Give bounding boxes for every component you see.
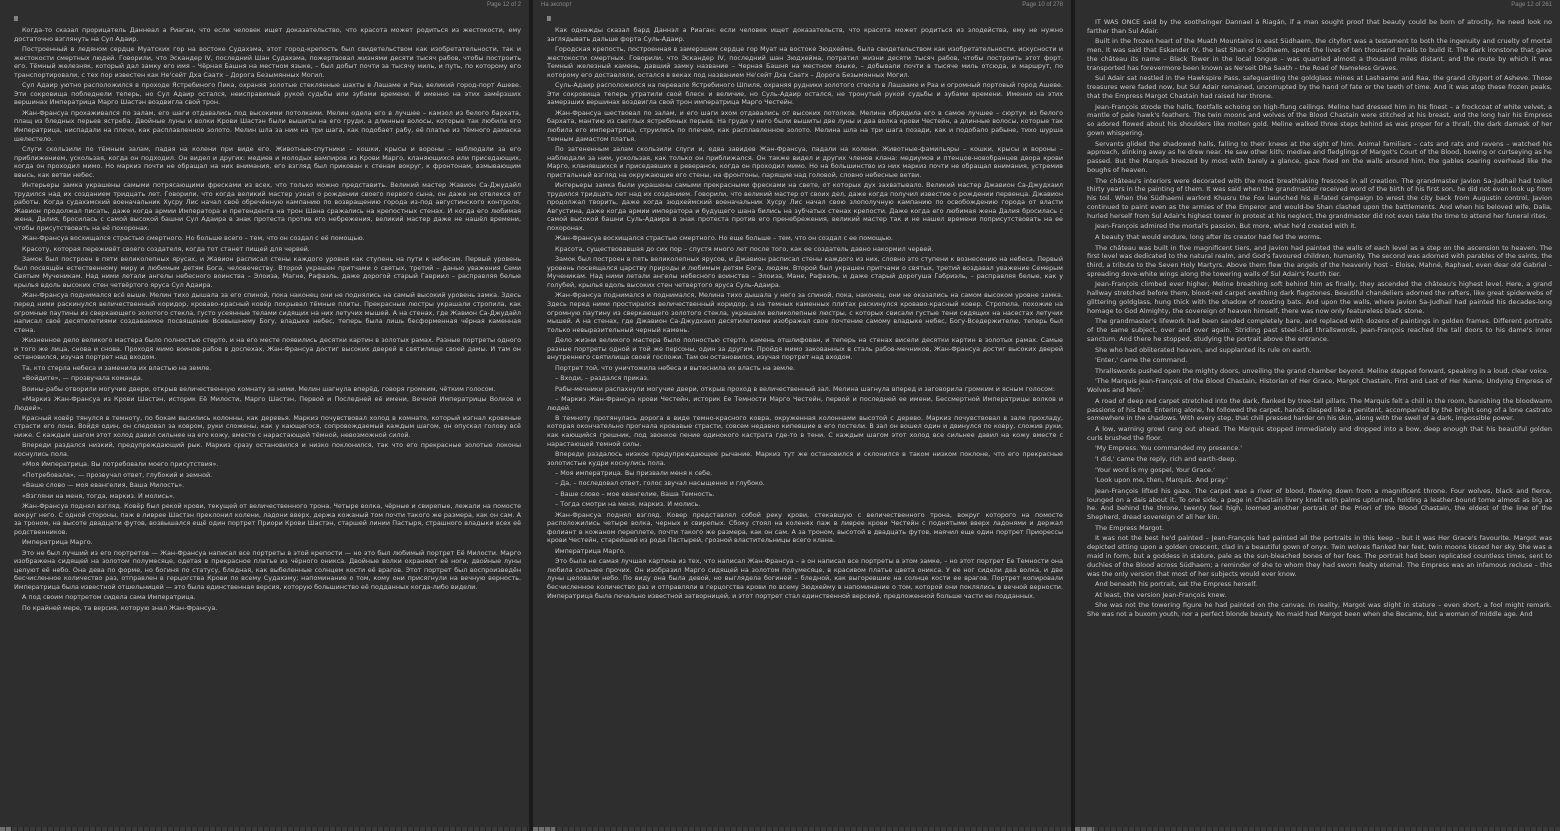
- paragraph-list: [14, 26, 521, 612]
- paragraph: – Маркиз Жан-Франсуа крови Честейн, историк Ее Темности Марго Честейн, первой и последней ее имени, Бессмертной Императрицы волков и людей.: [547, 394, 1063, 412]
- page-text: [0, 12, 529, 825]
- paragraph: 'The Marquis Jean-François of the Blood Chastain, Historian of Her Grace, Margot Chastain, First and Last of Her Name, Undying Empress of Wolves and Men.': [1087, 377, 1552, 395]
- paragraph: Красоту, которая переживёт своего создателя, когда тот станет пищей для червей.: [22, 244, 310, 253]
- paragraph: Jean-François lifted his gaze. The carpet was a river of blood, flowing down from a magnificent throne. Four wolves, black and fierce, lounged on a dais about it. To one side, a page in Chastain livery knelt with palms upturned, holding a leather-bound tome almost as big as he. And behind the throne, twenty feet high, loomed another portrait of the Priori of the Blood Chastain, the eldest of the line of the Shepherd, dread sovereign of all her kin.: [1087, 486, 1552, 522]
- progress-ticks: [533, 827, 1071, 831]
- paragraph: Городская крепость, построенная в замерзшем сердце гор Муат на востоке Зюдхейма, была свидетельством как изобретательности, искусности и жестокости смертных. Говорили, что Эскандер IV, последний шан Зюдхейма, потратил жизни десяти тысяч рабов, чтобы построить этот форт. Темный железный камень, давший замку название – Черная Башня на местном языке, – добывали почти в тысяче миль отсюда, и маршрут, по которому его доставляли, остался в веках под названием Не'сейт Дха Саатх – Дорога Безымянных Могил.: [547, 44, 1063, 79]
- page-text: [533, 12, 1071, 825]
- reading-progress-bar[interactable]: [1075, 827, 1560, 831]
- paragraph: IT WAS ONCE said by the soothsinger Dannael á Riagán, if a man sought proof that beauty could be born of atrocity, he need look no farther than Sul Adair.: [1087, 18, 1552, 35]
- pane-header: [0, 0, 529, 10]
- paragraph: Jean-François admired the mortal's passion. But more, what he'd created with it.: [1095, 222, 1357, 231]
- paragraph: The Empress Margot.: [1095, 523, 1164, 532]
- paragraph: Жан-Франсуа восхищался страстью смертного. Но больше всего – тем, что он создал с её помощью.: [22, 234, 365, 243]
- paragraph: – Да, – последовал ответ, голос звучал насыщенно и глубоко.: [555, 479, 765, 488]
- paragraph: Замок был построен в пять великолепных ярусов, и Джавион расписал стены каждого из них, словно это ступени к вознесению на небеса. Первый уровень посвящался царству природы и любимым детям Бога, людям. Второй был украшен притчами о святых, третий воздавал уважение Семерым Мученикам. Над ними летали ангелы небесного воинства – Элоиза, Мане, Рафаэль, и даже старый дорогуша Габриэль, – расправляя белые, как у голубей, крылья вдоль высоких стен четвертого яруса Суль-Адаира.: [547, 255, 1063, 289]
- chapter-heading: II: [14, 16, 18, 23]
- paragraph: Замок был построен в пяти великолепных ярусах, и Жавион расписал стены каждого уровня как ступень на пути к небесам. Первый уровень был посвящён естественному миру и любимым детям Бога, человечеству. Второй украшен притчами о святых, третий – данью уважения Семи Святым Мученикам. Над ними летали ангелы небесного воинства – Элоиза, Магне, Рафаэль, даже дорогой старый Гавриил – расправляя белые крылья вдоль высоких стен четвёртого яруса Сул Адаира.: [14, 255, 521, 289]
- paragraph-list: [547, 26, 1063, 600]
- progress-ticks: [0, 827, 529, 831]
- paragraph: – Входи, – раздался приказ.: [555, 374, 649, 383]
- paragraph: She was not the towering figure he had painted on the canvas. In reality, Margot was slight in stature – even short, a fool might remark. She was not a buxom youth, nor a perfect blonde beauty. No maid had Margot been when she Became, but a woman of middle age. And: [1087, 601, 1552, 619]
- paragraph: Впереди раздался низкий, предупреждающий рык. Маркиз сразу остановился и низко поклонился, так что его прекрасные золотые локоны коснулись пола.: [14, 441, 521, 459]
- paragraph: Дело жизни великого мастера было полностью стерто, камень отшлифован, и теперь на стенах висели десятки картин в золотых рамах. Самые разные портреты одной и той же персоны, один за другим. Пройдя мимо закованных в сталь рабов-мечников, Жан-Франсуа достиг высоких дверей внутреннего святилища своей госпожи. Там он остановился, изучая портрет над входом.: [547, 336, 1063, 362]
- paragraph: – Моя императрица. Вы призвали меня к себе.: [555, 469, 713, 478]
- paragraph: 'I did,' came the reply, rich and earth-deep.: [1095, 455, 1237, 463]
- paragraph: Рабы-мечники распахнули могучие двери, открыв проход в величественный зал. Мелина шагнула вперед и заговорила громким и ясным голосом:: [555, 384, 1056, 393]
- paragraph: «Маркиз Жан-Франсуа из Крови Шастэн, историк Её Милости, Марго Шастэн, Первой и Последней её имени, Вечной Императрицы Волков и Людей».: [14, 394, 521, 412]
- paragraph: Thrallswords pushed open the mighty doors, unveiling the grand chamber beyond. Meline stepped forward, speaking in a loud, clear voice.: [1095, 366, 1549, 375]
- paragraph: Построенный в ледяном сердце Муатских гор на востоке Судахэма, этот город-крепость был свидетельством как изобретательности, так и жестокости смертных людей. Говорили, что Эскандер IV, последний Шан Судахэма, пожертвовал жизнями десяти тысяч рабов, чтобы построить его. Тёмный железняк, который дал замку его имя – Чёрная Башня на местном языке, – был добыт почти за тысячу миль, и путь, по которому его транспортировали, с тех пор известен как Не'сейт Дха Саатх – Дорога Безымянных Могил.: [14, 44, 521, 79]
- paragraph: 'Enter,' came the command.: [1095, 356, 1188, 365]
- paragraph: Воины-рабы отворили могучие двери, открыв величественную комнату за ними. Мелин шагнула вперёд, говоря громким, чётким голосом.: [22, 384, 496, 393]
- paragraph: A beauty that would endure, long after its creator had fed the worms.: [1095, 232, 1322, 241]
- paragraph: По затененным залам скользили слуги и, едва завидев Жан-Франсуа, падали на колени. Животные-фамильяры – кошки, крысы и вороны – наблюдали за ним, ускользая, как только он приближался. Он также видел и других членов клана: медиумов и птенцов-новобранцев двора крови Марго, кланявшихся и приседавших в реверансе, когда он проходил мимо. Но на большинство из них маркиз почти не обращал внимания, устремив пристальный взгляд на окружающие его стены, на фронтоны, парящие над головой, словно небесные ветви.: [547, 144, 1063, 179]
- paragraph: Built in the frozen heart of the Muath Mountains in east Südhaem, the cityfort was a testament to both the ingenuity and cruelty of mortal men. It was said that Eskander IV, the last Shan of Südhaem, spent the lives of ten thousand thralls to build it. The dark ironstone that gave the château its name – Black Tower in the local tongue – was quarried almost a thousand miles distant, and the route by which it was transported has forevermore been known as Ne'seit Dha Saath – the Road of Nameless Graves.: [1087, 37, 1552, 72]
- paragraph: 'My Empress. You commanded my presence.': [1095, 444, 1243, 453]
- paragraph: 'Look upon me, then, Marquis. And pray.': [1095, 476, 1228, 485]
- paragraph: The château was built in five magnificent tiers, and Javion had painted the walls of each level as a step on the ascension to heaven. The first level was dedicated to the natural realm, and God's favoured children, humanity. The second was adorned with parables of the saints, the third, a tribute to the Seven Holy Martyrs. Above them flew the angels of the heavenly host – Eloise, Mahné, Raphael, even dear old Gabriel – spreading dove-white wings along the towering walls of Sul Adair's fourth tier.: [1087, 243, 1552, 278]
- reader-pane-english[interactable]: [1075, 0, 1560, 831]
- paragraph: Слуги скользили по тёмным залам, падая на колени при виде его. Животные-спутники – кошки, крысы и вороны – наблюдали за его приближением, ускользая, когда он подходил. Он видел и других: медиев и молодых вампиров из Крови Марго, кланяющихся или приседающих, когда он проходил мимо. Но маркиз почти не обращал на них внимания, его взгляд был прикован к стенам вокруг, к фронтонам, взмывающим ввысь, как ветви небес.: [14, 144, 521, 179]
- paragraph: «Взгляни на меня, тогда, маркиз. И молись».: [22, 491, 175, 500]
- paragraph: «Потребовала», — прозвучал ответ, глубокий и земной.: [22, 470, 213, 479]
- paragraph-list: [1087, 18, 1552, 619]
- paragraph: Жан-Франсуа прохаживался по залам, его шаги отдавались под высокими потолками. Мелин одела его в лучшее – камзол из белого бархата, плащ из бледных перьев ястреба. Двойные луны и волки Крови Шастэн были вышиты на его груди, а длинные волосы, которые так любила его Императрица, ниспадали на плечи, как расплавленное золото. Мелин шла за ним на три шага, как подобает рабу, её платье из тёмного дамаска шелестело.: [14, 108, 521, 143]
- paragraph: Jean-François climbed ever higher, Meline breathing soft behind him as finally, they ascended the château's highest level. Here, a grand hallway stretched before them, blood-red carpet swathing dark flagstones. Beautiful chandeliers adorned the rafters, like great spiderwebs of glittering goldglass, hung thick with the shadow of roosting bats. And upon the walls, where Javion Sa-Judhail had painted his decades-long homage to God Almighty, the sovereign of heaven himself, there was now only featureless black stone.: [1087, 280, 1552, 315]
- paragraph: Интерьеры замка были украшены самыми прекрасными фресками на свете, от которых дух захватывало. Великий мастер Джавион Са-Джудхаил трудился тридцать лет над их созданием. Говорили, что великий мастер от своих дел, даже когда получил известие о рождении первенца. Джавион продолжал творить, даже когда зюдхеймский военачальник Хусру Лис начал свою злополучную кампанию по освобождению города от власти Августина, даже когда армии императора и будущего шана бились на зубчатых стенах крепости. Даже когда его любимая жена Далия бросилась с самой высокой башни Суль-Адаира в знак протеста против его пренебрежения, великий мастер так и не нашел времени поприсутствовать на ее похоронах.: [547, 181, 1063, 233]
- paragraph: Как однажды сказал бард Даннэл а Риаган: если человек ищет доказательств, что красота может родиться из злодейства, ему не нужно заглядывать дальше форта Суль-Адаир.: [547, 26, 1063, 43]
- paragraph: Впереди раздалось низкое предупреждающее рычание. Маркиз тут же остановился и склонился в таком низком поклоне, что его прекрасные золотистые кудри коснулись пола.: [547, 450, 1063, 467]
- paragraph: Та, кто стерла небеса и заменила их властью на земле.: [22, 363, 212, 372]
- paragraph: Сул Адаир уютно расположился в проходе Ястребиного Пика, охраняя золотые стеклянные шахты в Лашаме и Раа, великий город-порт Ашеве. Эти сокровища побледнели теперь, но Сул Адаир остался, неисправимый рукой судьбы или зубами времени. И именно на этих замёрзших вершинах Императрица Марго Шастэн воздвигла свой трон.: [14, 81, 521, 107]
- paragraph: The grandmaster's lifework had been sanded completely bare, and replaced with dozens of paintings in golden frames. Different portraits of the same subject, over and over again. Striding past steel-clad thrallswords, Jean-François reached the tall doors to his dame's inner sanctum. And there he stopped, studying the portrait above the entrance.: [1087, 317, 1552, 344]
- paragraph: At least, the version Jean-François knew.: [1095, 590, 1227, 599]
- page-indicator: Page 12 of 261: [1511, 2, 1552, 8]
- page-text: [1075, 12, 1560, 825]
- page-indicator: Page 12 of 2: [486, 2, 521, 8]
- progress-ticks: [1075, 827, 1560, 831]
- paragraph: Жан-Франсуа поднял взгляд. Ковёр был рекой крови, текущей от величественного трона. Четыре волка, чёрные и свирепые, лежали на помосте вокруг него. С одной стороны, паж в ливрее Шастэн преклонил колени, ладони вверх, держа кожаный том почти такого же размера, как он сам. А за троном, на высоте двадцати футов, возвышался ещё один портрет Приори Крови Шастэн, старшей линии Пастыря, страшного владыки всех её родственников.: [14, 502, 521, 536]
- paragraph: Sul Adair sat nestled in the Hawkspire Pass, safeguarding the goldglass mines at Lashaame and Raa, the grand cityport of Asheve. Those treasures were faded now, but Sul Adair remained, uncorrupted by the hand of fate or the teeth of time. And it was atop these frozen peaks, that the Empress Margot Chastain had raised her throne.: [1087, 74, 1552, 100]
- paragraph: The château's interiors were decorated with the most breathtaking frescoes in all creation. The grandmaster Javion Sa-Judhail had toiled thirty years in the painting of them. It was said when the grandmaster received word of the birth of his first son, he did not even look up from his toil. When the Südhaemi warlord Khusru the Fox launched his ill-fated campaign to wrest the city back from Augustin control, Javion continued to paint even as the armies of the Emperor and would-be Shan clashed upon the battlements. And when his beloved wife, Dalia, hurled herself from Sul Adair's highest tower in protest at his neglect, the grandmaster did not even take the time to attend her funeral rites.: [1087, 176, 1552, 220]
- reader-pane-russian-1[interactable]: [0, 0, 533, 831]
- paragraph: A low, warning growl rang out ahead. The Marquis stopped immediately and dropped into a bow, deep enough that his beautiful golden curls brushed the floor.: [1087, 425, 1552, 442]
- pane-header: [1075, 0, 1560, 10]
- paragraph: «Ваше слово — моя евангелия, Ваша Милость».: [22, 481, 185, 490]
- paragraph: Это не был лучший из его портретов — Жан-Франсуа написал все портреты в этой крепости — но это был любимый портрет Её Милости. Марго изображена сидящей на золотом полумесяце, одетая в прекрасное платье из чёрного оникса. Двойные волки охраняют её ноги, двойные луны целуют её небо. Она дева по форме, но богиня по статусу, бледная, как выбеленные солнцем кости её врагов. Этот портрет был воспроизведён бесчисленное количество раз, отправлен в герцогства Крови по всему Судахэму; напоминание о том, кому они присягнули на вечную верность. Императрица была известной отшельницей — это была единственная версия, которую большинство её подданных когда-либо видели.: [14, 548, 521, 591]
- paragraph: 'Your word is my gospel, Your Grace.': [1095, 465, 1215, 474]
- paragraph: Императрица Марго.: [22, 538, 93, 547]
- paragraph: – Тогда смотри на меня, маркиз. И молись.: [555, 500, 701, 509]
- paragraph: Императрица Марго.: [555, 546, 626, 555]
- paragraph: And beneath his portrait, sat the Empress herself.: [1095, 580, 1258, 589]
- pane-header: [533, 0, 1071, 10]
- paragraph: Жан-Франсуа поднял взгляд. Ковер представлял собой реку крови, стекавшую с величественного трона, вокруг которого на помосте расположились четыре волка, черных и свирепых. Сбоку стоял на коленях паж в ливрее крови Честейн с поднятыми вверх ладонями и держал фолиант в кожаном переплете, почти такого же размера, как он сам. А за троном, высотой в двадцать футов, маячил еще один портрет Приорессы крови Честейн, старейшей из рода Пастырей, грозной властительницы всего клана.: [547, 510, 1063, 545]
- reading-progress-bar[interactable]: [0, 827, 529, 831]
- paragraph: Жан-Франсуа восхищался страстью смертного. Но еще больше – тем, что он создал с ее помощью.: [555, 234, 894, 243]
- page-indicator: Page 10 of 278: [1022, 2, 1063, 8]
- paragraph: В темноту протянулась дорога в виде темно-красного ковра, окруженная колоннами высотой с дерево. Маркиз почувствовал в зале прохладу, которая окончательно прогнала кровавые страсти, совсем недавно кипевшие в его постели. В зал он вошел один и двинулся по ковру, сложив руки, как кающийся грешник, под звонкое пение одинокого кастрата где-то в тени. С каждым шагом этот холод все сильнее давил на кожу вместе с нарастающей темной силы.: [547, 413, 1063, 448]
- paragraph: She who had obliterated heaven, and supplanted its rule on earth.: [1095, 345, 1312, 354]
- paragraph: Интерьеры замка украшены самыми потрясающими фресками из всех, что только можно представить. Великий мастер Жавион Са-Джудайл трудился над их созданием тридцать лет. Говорили, что когда великий мастер узнал о рождении своего первого сына, он даже не отвлекся от работы. Когда судахэмский военачальник Хусру Лис начал своё обречённую кампанию по возвращению города из-под августинского контроля, Жавион продолжал писать, даже когда армии Императора и претендента на трон Шана сражались на крепостных стенах. И когда его любимая жена, Далия, бросилась с самой высокой башни Сул Адаира в знак протеста против его небрежения, великий мастер даже не нашёл времени, чтобы присутствовать на её похоронах.: [14, 181, 521, 233]
- paragraph: «Войдите», — прозвучала команда.: [22, 374, 143, 383]
- paragraph: Jean-François strode the halls, footfalls echoing on high-flung ceilings. Meline had dressed him in his finest – a frockcoat of white velvet, a mantle of pale hawk's feathers. The twin moons and wolves of the Blood Chastain were stitched at his breast, and the long hair his Empress so adored flowed about his shoulders like molten gold. Meline walked three steps behind as was proper for a thrall, the dark damask of her gown whispering.: [1087, 102, 1552, 137]
- paragraph: It was not the best he'd painted – Jean-François had painted all the portraits in this keep – but it was Her Grace's favourite. Margot was depicted sitting upon a golden crescent, clad in a beautiful gown of onyx. Twin wolves flanked her feet, twin moons kissed her sky. She was a maid in form, but a goddess in stature, pale as the sun-bleached bones of her foes. The portrait had been replicated countless times, sent to duchies of the Blood across Südhaem; a reminder of she to whom they had sworn fealty eternal. The Empress was an infamous recluse – this was the only version that most of her subjects would ever know.: [1087, 534, 1552, 578]
- paragraph: «Моя Императрица. Вы потребовали моего присутствия».: [22, 460, 219, 469]
- reading-progress-bar[interactable]: [533, 827, 1071, 831]
- chapter-heading: II: [547, 16, 551, 23]
- paragraph: Жан-Франсуа поднимался и поднимался, Мелина тихо дышала у него за спиной, пока, наконец, они не оказались на самом высоком уровне замка. Здесь перед ними простирался величественный коридор, а на темных каменных плитах раскинулся кроваво-красный ковер. Стропила, похожие на огромную паутину из сверкающего золотого стекла, украшали великолепные люстры, с которых свисали густые тени сидящих на насестах летучих мышей. А на стенах, где Джавион Са-Джудхаил десятилетиями изображал свое почтение самому владыке небес, Богу-Вседержителю, теперь был только невыразительный черный камень.: [547, 291, 1063, 334]
- paragraph: Портрет той, что уничтожила небеса и вытеснила их власть на земле.: [555, 363, 796, 372]
- paragraph: Это была не самая лучшая картина из тех, что написал Жан-Франсуа – а он написал все портреты в этом замке, – но этот портрет Ее Темности она любила сильнее прочих. Он изобразил Марго сидящей на золотом полумесяце, в красивом платье цвета оникса. У ее ног сидели два волка, и две луны целовали небо. По виду она была девой, но выглядела богиней – бледной, как выгоревшие на солнце кости ее врагов. Портрет копировали бесчисленное количество раз и отправляли в герцогства крови по всему Зюдхейму в напоминание о том, которой они поклялись в вечной верности. Императрица была печально известной затворницей, и этот портрет стал единственной версией, предложенной больше части ее подданных.: [547, 557, 1063, 600]
- paragraph: – Ваше слово – мое евангелие, Ваша Темность.: [555, 489, 715, 498]
- book-title: На экспорт: [541, 2, 572, 8]
- paragraph: Когда-то сказал прорицатель Даннеал а Риаган, что если человек ищет доказательство, что красота может родиться из жестокости, ему достаточно взглянуть на Сул Адаир.: [14, 26, 521, 43]
- paragraph: Суль-Адаир расположился на перевале Ястребиного Шпиля, охраняя рудники золотого стекла в Лашааме и Раа и огромный портовый город Ашеве. Эти сокровища теперь утратили свой блеск и величие, но Суль-Адаир остался, не тронутый рукой судьбы и зубами времени. Именно на этих замерзших вершинах воздвигла свой трон императрица Марго Честейн.: [547, 81, 1063, 107]
- paragraph: Жизненное дело великого мастера было полностью стерто, и на его месте появились десятки картин в золотых рамах. Разные портреты одного и того же лица, снова и снова. Проходя мимо воинов-рабов в доспехах, Жан-Франсуа достиг высоких дверей в святилище своей дамы. И там он остановился, изучая портрет над входом.: [14, 336, 521, 362]
- reader-pane-russian-2[interactable]: [533, 0, 1075, 831]
- paragraph: А под своим портретом сидела сама Императрица.: [22, 593, 196, 602]
- paragraph: A road of deep red carpet stretched into the dark, flanked by tree-tall pillars. The Marquis felt a chill in the room, banishing the bloodwarm passions of his bed. Entering alone, he followed the carpet, hands clasped like a penitent, accompanied by the bright song of a lone castrato somewhere in the shadows. With every step, that chill pressed harder on his skin, along with the swell of a dark, impossible power.: [1087, 396, 1552, 423]
- paragraph: Жан-Франсуа поднимался всё выше. Мелин тихо дышала за его спиной, пока наконец они не поднялись на самый высокий уровень замка. Здесь перед ними раскинулся величественный коридор, кроваво-красный ковёр покрывал тёмные плиты. Прекрасные люстры украшали стропила, как огромные паутины из сверкающего золотого стекла, густо усеянные телами сидящих на них летучих мышей. А на стенах, где Жавион Са-Джудайл написал своё десятилетиями создаваемое посвящение Всевышнему Богу, владыке небес, теперь была лишь бесформенная чёрная каменная стена.: [14, 291, 521, 334]
- paragraph: Красный ковёр тянулся в темноту, по бокам высились колонны, как деревья. Маркиз почувствовал холод в комнате, который изгнал кровяные страсти его лона. Войдя один, он следовал за ковром, руки сложены, как у кающегося, сопровождаемый каждым шагом, он опускал голову всё ниже. С каждым шагом этот холод давил сильнее на его кожу, вместе с нарастающей тёмной, невозможной силой.: [14, 413, 521, 440]
- paragraph: Servants glided the shadowed halls, falling to their knees at the sight of him. Animal familiars – cats and rats and ravens – watched his approach, slinking away as he drew near. He saw other kith; mediae and fledglings of Margot's Court of the Blood, bowing or curtseying as he passed. But the Marquis breezed by most with barely a glance, gaze fixed on the walls around him, the gables soaring overhead like the boughs of heaven.: [1087, 139, 1552, 174]
- paragraph: По крайней мере, та версия, которую знал Жан-Франсуа.: [22, 603, 218, 612]
- paragraph: Красота, существовавшая до сих пор – спустя много лет после того, как ее создатель давно накормил червей.: [555, 244, 934, 253]
- paragraph: Жан-Франсуа шествовал по залам, и его шаги эхом отдавались от высоких потолков. Мелина обрядила его в самое лучшее – сюртук из белого бархата, мантию из светлых ястребиных перьев. На груди у него были вышиты две луны и два волка крови Честейн, а длинные волосы, которые так любила его императрица, струились по плечам, как расплавленное золото. Мелина шла на три шага позади, как и подобало рабыне, тихо шурша темным дамастом платья.: [547, 108, 1063, 143]
